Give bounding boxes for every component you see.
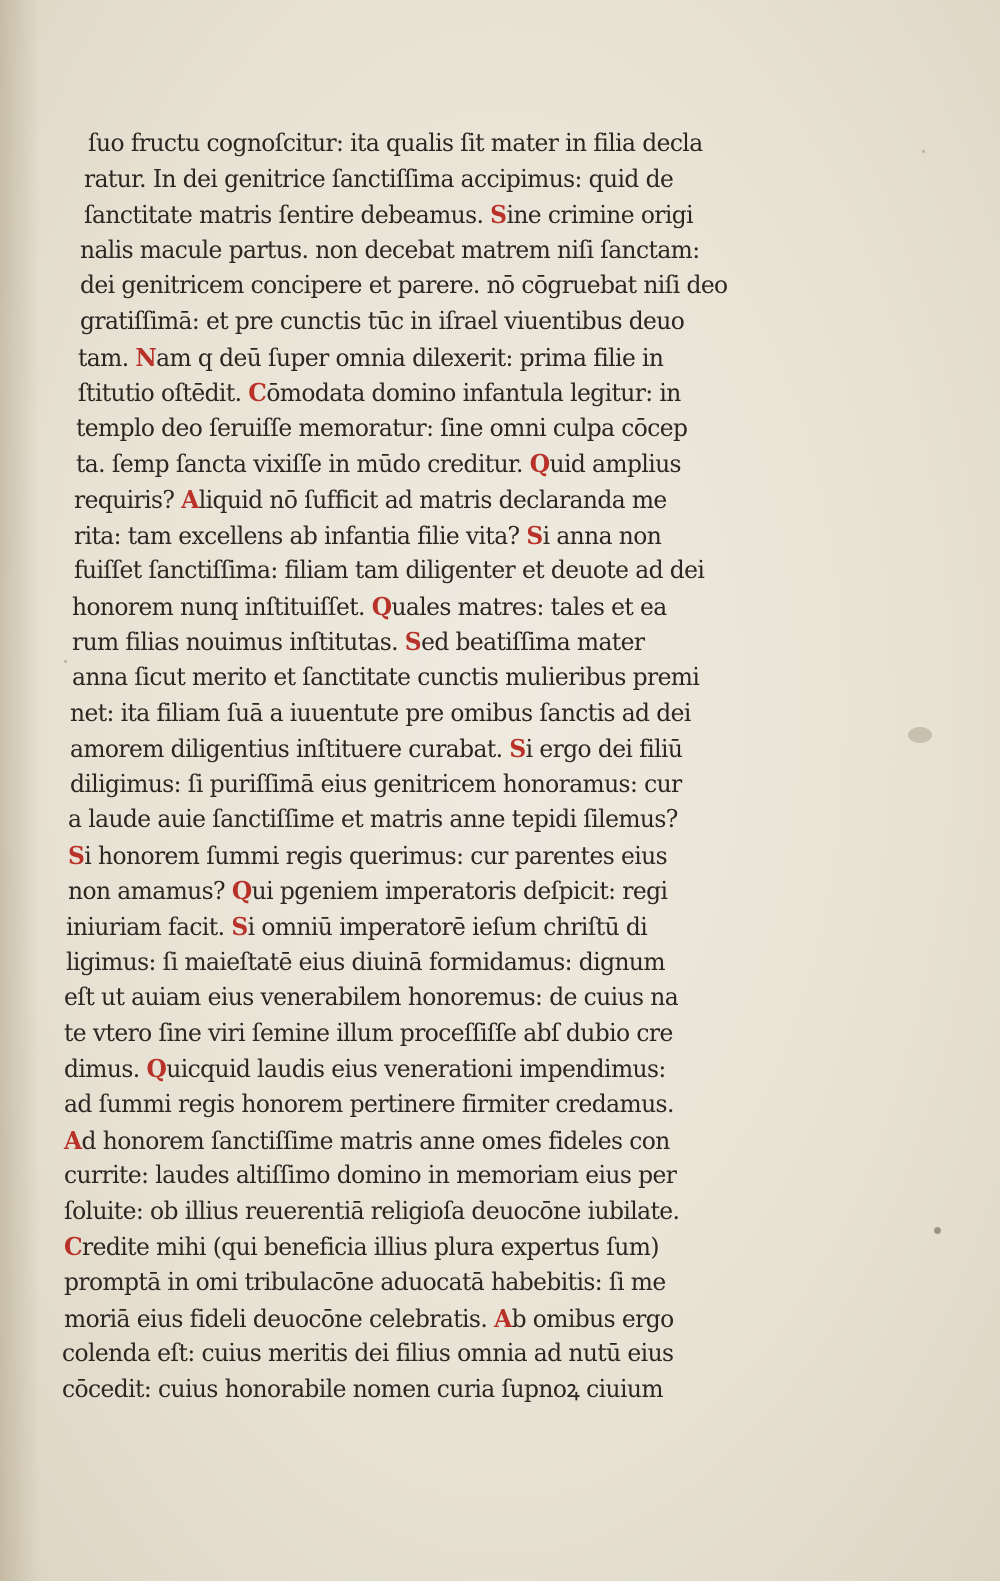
- line-text: i omniū imperatorē ieſum chriſtū di: [247, 913, 648, 942]
- line-text: templo deo ſeruiſſe memoratur: ſine omni culpa cōcep: [76, 413, 688, 442]
- text-line: [80, 304, 804, 340]
- rubricated-initial: S: [509, 734, 526, 764]
- rubricated-initial: C: [248, 378, 267, 408]
- line-text: In dei genitrice ſanctiſſima accipimus: quid de: [152, 164, 674, 193]
- paper-spot: [908, 727, 932, 743]
- text-line: [78, 375, 804, 411]
- line-text: uicquid laudis eius venerationi impendimus:: [166, 1055, 666, 1084]
- rubricated-initial: Q: [371, 591, 392, 621]
- text-line: [88, 126, 804, 162]
- text-line: [64, 1016, 804, 1052]
- line-text: ui pgeniem imperatoris deſpicit: regi: [251, 877, 668, 906]
- line-text: liquid nō ſufficit ad matris declaranda me: [198, 485, 667, 514]
- text-line: [62, 1372, 804, 1408]
- text-line: [64, 1158, 804, 1194]
- text-line: [72, 660, 804, 696]
- line-text: redite mihi (qui beneficia illius plura expertus ſum): [82, 1233, 659, 1262]
- rubricated-initial: A: [181, 484, 199, 514]
- line-text: ed beatiſſima mater: [421, 628, 645, 657]
- rubricated-initial: Q: [529, 449, 550, 479]
- line-text: ſuo fructu cognoſcitur: ita qualis ſit mater in filia decla: [88, 129, 703, 157]
- text-line: [80, 268, 804, 304]
- line-text: diligimus: ſi puriſſimā eius genitricem honoramus: cur: [70, 769, 682, 798]
- line-text: honorem nunq inſtituiſſet.: [72, 592, 372, 621]
- line-text: te vtero ſine viri ſemine illum proceſſiſſe abſ dubio cre: [64, 1018, 673, 1047]
- line-text: ſtitutio oſtēdit.: [78, 379, 249, 408]
- line-text: dei genitricem concipere et parere. nō cōgruebat niſi deo: [80, 271, 728, 300]
- text-line: [68, 838, 804, 874]
- line-text: uid amplius: [549, 450, 681, 479]
- text-line: [74, 553, 804, 589]
- line-text: ligimus: ſi maieſtatē eius diuinā formidamus: dignum: [66, 947, 665, 976]
- line-text: eſt ut auiam eius venerabilem honoremus: de cuius na: [64, 983, 679, 1012]
- text-line: [84, 162, 804, 198]
- text-line: [64, 1123, 804, 1159]
- rubricated-initial: S: [490, 200, 507, 230]
- line-text: ōmodata domino infantula legitur: in: [266, 379, 681, 408]
- text-line: [66, 945, 804, 981]
- line-text: dimus.: [64, 1055, 147, 1084]
- rubricated-initial: Q: [146, 1054, 167, 1084]
- line-text: tam.: [78, 343, 136, 372]
- rubricated-initial: S: [231, 912, 248, 942]
- text-line: [76, 446, 804, 482]
- rubricated-initial: C: [64, 1232, 83, 1262]
- text-line: [84, 197, 804, 233]
- line-text: i ergo dei filiū: [525, 735, 683, 764]
- text-line: [72, 624, 804, 660]
- paper-spot: [934, 1227, 941, 1234]
- text-line: [80, 233, 804, 269]
- line-text: anna ſicut merito et ſanctitate cunctis mulieribus premi: [72, 662, 700, 691]
- line-text: currite: laudes altiſſimo domino in memoriam eius per: [64, 1161, 677, 1190]
- text-line: [78, 340, 804, 376]
- text-line: [76, 411, 804, 447]
- text-line: [70, 767, 804, 803]
- text-line: [68, 873, 804, 909]
- text-line: [70, 731, 804, 767]
- text-line: [68, 802, 804, 838]
- line-text: ta. ſemp ſancta vixiſſe in mūdo creditur.: [76, 450, 530, 479]
- line-text: amorem diligentius inſtituere curabat.: [70, 735, 510, 764]
- rubricated-initial: S: [404, 627, 422, 657]
- line-text: ratur.: [84, 164, 153, 193]
- text-line: [64, 1301, 804, 1337]
- line-text: ad ſummi regis honorem pertinere firmiter credamus.: [64, 1090, 674, 1119]
- line-text: a laude auie ſanctiſſime et matris anne tepidi ſilemus?: [68, 805, 678, 834]
- rubricated-initial: N: [135, 342, 157, 372]
- page-edge-shadow: [0, 0, 40, 1581]
- line-text: ine crimine origi: [506, 201, 694, 230]
- line-text: ſoluite: ob illius reuerentiā religioſa deuocōne iubilate.: [64, 1196, 680, 1225]
- line-text: non amamus?: [68, 877, 232, 906]
- rubricated-initial: S: [526, 520, 543, 550]
- line-text: uales matres: tales et ea: [391, 592, 667, 621]
- text-line: [70, 696, 804, 732]
- text-line: [74, 482, 804, 518]
- text-line: [64, 1051, 804, 1087]
- line-text: moriā eius fideli deuocōne celebratis.: [64, 1304, 495, 1333]
- text-line: [64, 1229, 804, 1265]
- rubricated-initial: S: [68, 840, 85, 870]
- line-text: nalis macule partus. non decebat matrem niſi ſanctam:: [80, 235, 700, 264]
- rubricated-initial: Q: [231, 876, 252, 906]
- line-text: promptā in omi tribulacōne aduocatā habebitis: ſi me: [64, 1268, 666, 1296]
- text-line: [62, 1336, 804, 1372]
- text-line: [64, 980, 804, 1016]
- line-text: cōcedit: cuius honorabile nomen curia ſupnoꝝ ciuium: [62, 1374, 663, 1403]
- rubricated-initial: A: [494, 1303, 512, 1333]
- line-text: i honorem ſummi regis querimus: cur parentes eius: [84, 841, 668, 870]
- line-text: am q deū ſuper omnia dilexerit: prima filie in: [156, 343, 664, 372]
- line-text: rum filias nouimus inſtitutas.: [72, 628, 405, 657]
- line-text: colenda eſt: cuius meritis dei filius omnia ad nutū eius: [62, 1339, 674, 1368]
- text-line: [64, 1087, 804, 1123]
- line-text: net: ita filiam ſuā a iuuentute pre omibus ſanctis ad dei: [70, 698, 691, 727]
- line-text: rita: tam excellens ab infantia filie vita?: [74, 521, 527, 550]
- rubricated-initial: A: [64, 1125, 82, 1155]
- line-text: fuiſſet ſanctiſſima: filiam tam diligenter et deuote ad dei: [74, 556, 705, 585]
- text-line: [64, 1265, 804, 1301]
- line-text: requiris?: [74, 485, 182, 514]
- text-line: [72, 589, 804, 625]
- line-text: i anna non: [542, 521, 662, 550]
- line-text: iniuriam facit.: [66, 913, 232, 942]
- line-text: gratiſſimā: et pre cunctis tūc in iſrael viuentibus deuo: [80, 306, 685, 335]
- line-text: d honorem ſanctiſſime matris anne omes fideles con: [81, 1126, 670, 1155]
- paper-spot: [922, 150, 925, 153]
- text-line: [74, 518, 804, 554]
- text-block: [64, 126, 824, 1407]
- text-line: [66, 909, 804, 945]
- line-text: ſanctitate matris ſentire debeamus.: [84, 201, 491, 230]
- text-line: [64, 1194, 804, 1230]
- line-text: b omibus ergo: [511, 1304, 674, 1333]
